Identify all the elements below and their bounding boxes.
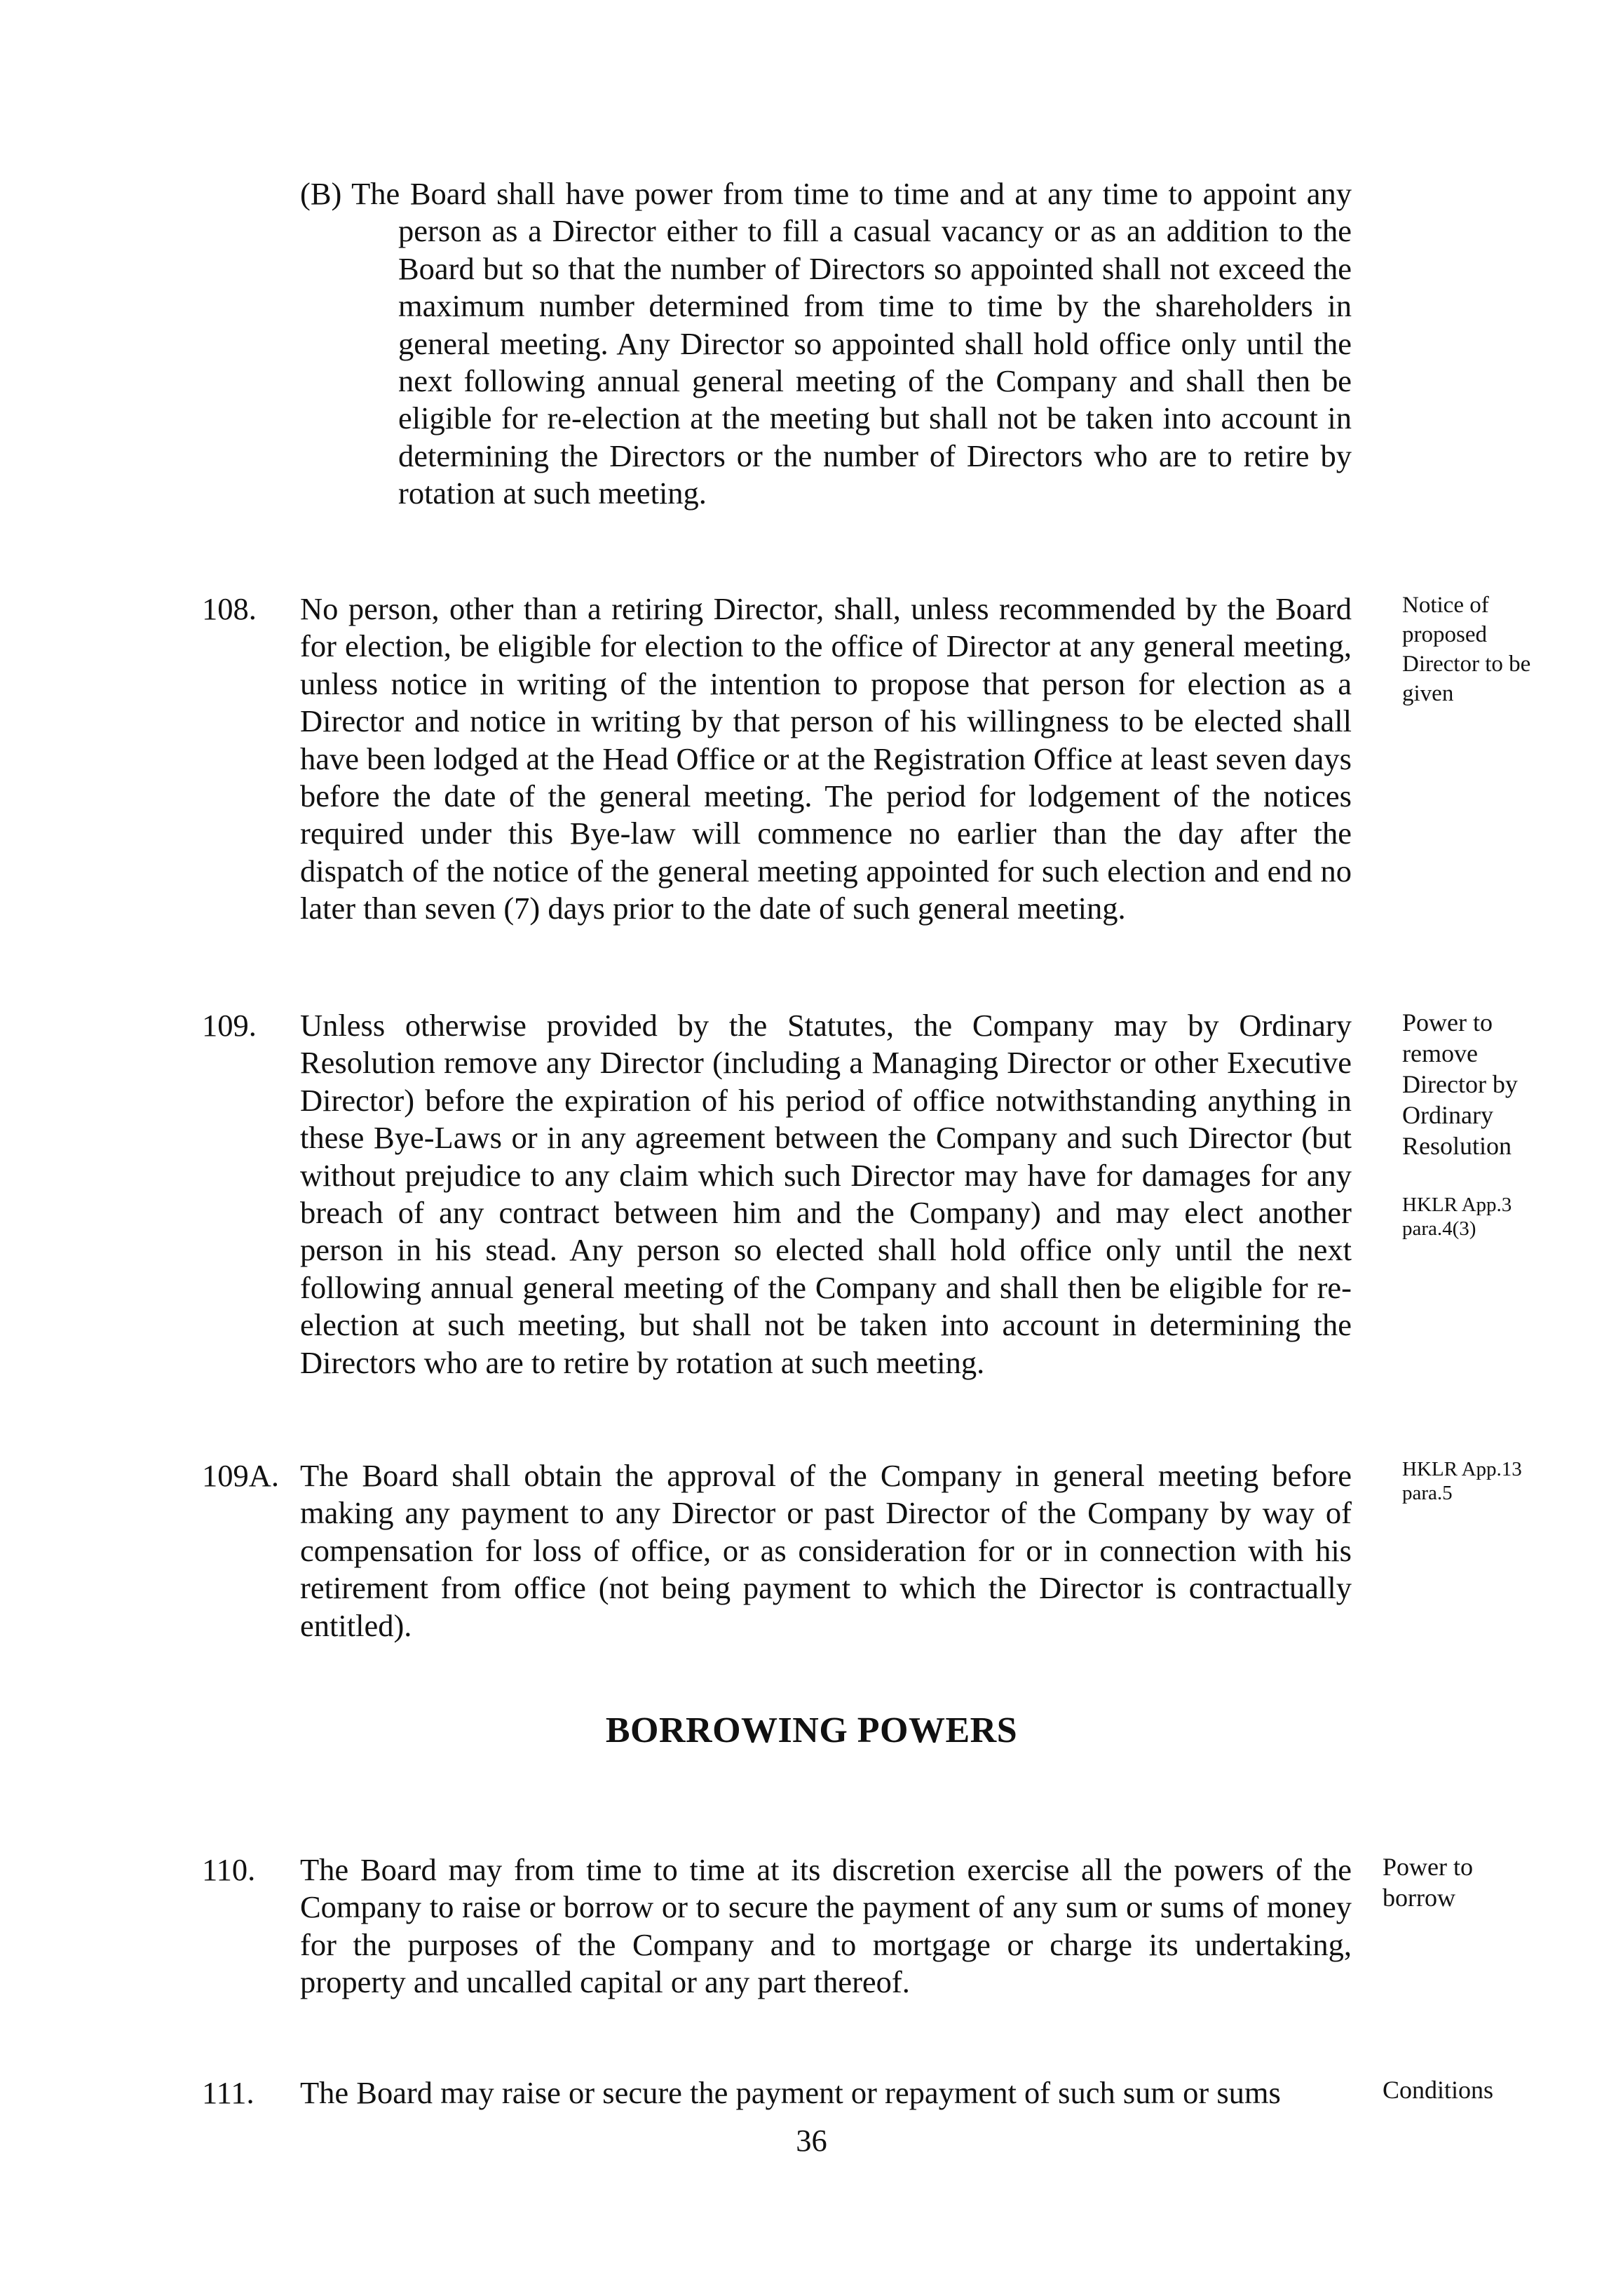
clause-108-number: 108.	[202, 591, 257, 626]
clause-108-text: No person, other than a retiring Director, shall, unless recommended by the Board for election, be eligible for election to the office of Director at any general meeting, unless notice in writing of the intention to propose that person for election as a Director and notice in writing by that person of his willingness to be elected shall have been lodged at the Head Office or at the Registration Office at least seven days before the date of the general meeting. The period for lodgement of the notices required under this Bye-law will commence no earlier than the day after the dispatch of the notice of the general meeting appointed for such election and end no later than seven (7) days prior to the date of such general meeting.	[300, 591, 1352, 926]
clause-110-text: The Board may from time to time at its discretion exercise all the powers of the Company to raise or borrow or to secure the payment of any sum or sums of money for the purposes of the Company and to mortgage or charge its undertaking, property and uncalled capital or any part thereof.	[300, 1852, 1352, 2000]
clause-111-margin-note: Conditions	[1383, 2076, 1494, 2104]
page-number: 36	[796, 2123, 827, 2158]
clause-111-text: The Board may raise or secure the payment or repayment of such sum or sums	[300, 2075, 1281, 2110]
clause-109-text: Unless otherwise provided by the Statutes, the Company may by Ordinary Resolution remove any Director (including a Managing Director or other Executive Director) before the expiration of his period of office notwithstanding anything in these Bye-Laws or in any agreement between the Company and such Director (but without prejudice to any claim which such Director may have for damages for any breach of any contract between him and the Company) and may elect another person in his stead. Any person so elected shall hold office only until the next following annual general meeting of the Company and shall then be eligible for re-election at such meeting, but shall not be taken into account in determining the Directors who are to retire by rotation at such meeting.	[300, 1008, 1352, 1380]
clause-107b-text: (B) The Board shall have power from time to time and at any time to appoint any person as a Director either to fill a casual vacancy or as an addition to the Board but so that the number of Directors so appointed shall not exceed the maximum number determined from time to time by the shareholders in general meeting. Any Director so appointed shall hold office only until the next following annual general meeting of the Company and shall then be eligible for re-election at the meeting but shall not be taken into account in determining the Directors or the number of Directors who are to retire by rotation at such meeting.	[300, 176, 1352, 511]
clause-109-margin-ref: HKLR App.3 para.4(3)	[1402, 1194, 1512, 1240]
clause-109a-text: The Board shall obtain the approval of the Company in general meeting before making any payment to any Director or past Director of the Company by way of compensation for loss of office, or as consideration for or in connection with his retirement from office (not being payment to which the Director is contractually entitled).	[300, 1458, 1352, 1643]
clause-108-margin-note: Notice of proposed Director to be given	[1402, 593, 1531, 706]
clause-111-number: 111.	[202, 2075, 254, 2110]
clause-110-number: 110.	[202, 1852, 256, 1887]
clause-109-number: 109.	[202, 1008, 257, 1043]
clause-109a-number: 109A.	[202, 1458, 280, 1493]
clause-109-margin-note: Power to remove Director by Ordinary Resolution	[1402, 1008, 1518, 1160]
section-heading: BORROWING POWERS	[605, 1710, 1018, 1750]
clause-110-margin-note: Power to borrow	[1383, 1853, 1473, 1912]
clause-109a-margin-ref: HKLR App.13 para.5	[1402, 1458, 1522, 1504]
